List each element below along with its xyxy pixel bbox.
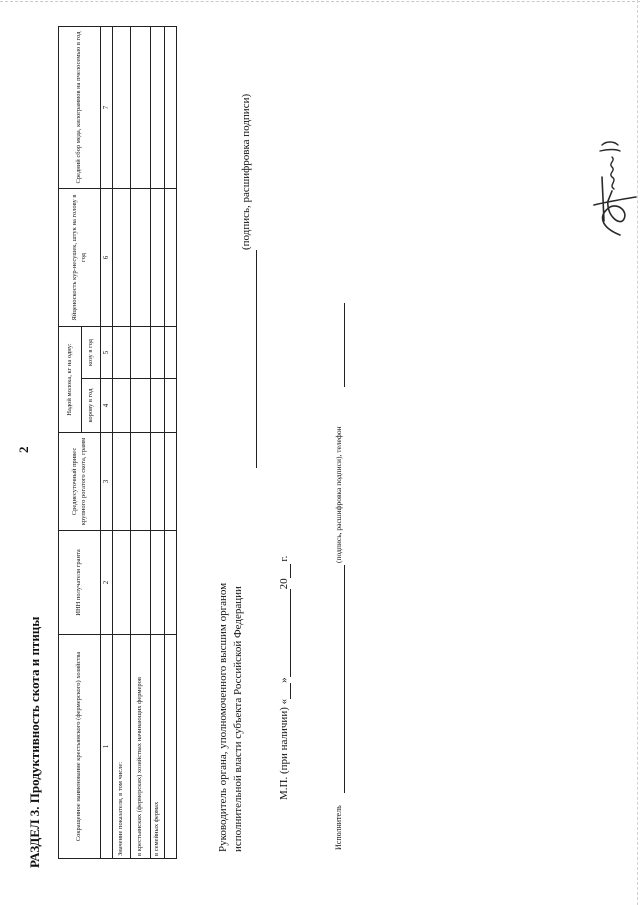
table-cell [113, 433, 131, 531]
header-egg-production: Яйценоскость кур-несушек, штук на голову в год [59, 189, 101, 327]
table-cell [165, 531, 177, 635]
column-number: 1 [101, 635, 113, 859]
table-cell [113, 379, 131, 433]
stamp-prefix: М.П. (при наличии) « [278, 698, 290, 800]
column-number: 2 [101, 531, 113, 635]
header-honey: Средний сбор меда, килограммов на пчелосемью в год [59, 27, 101, 189]
column-number: 5 [101, 327, 113, 379]
executor-caption: (подпись, расшифровка подписи), телефон [334, 426, 343, 563]
head-signature-caption: (подпись, расшифровка подписи) [240, 93, 252, 250]
header-milk-cow: корову в год [82, 379, 101, 433]
table-cell [165, 189, 177, 327]
table-cell [131, 27, 151, 189]
table-cell [165, 379, 177, 433]
table-row [165, 27, 177, 859]
head-title-line-1: Руководитель органа, уполномоченного высшим органом [217, 582, 229, 852]
table-cell [151, 379, 165, 433]
column-number: 4 [101, 379, 113, 433]
header-milk-yield: Надой молока, кг на одну: [59, 327, 82, 433]
handwritten-signature-icon [580, 121, 640, 241]
table-cell [151, 27, 165, 189]
table-header-row [59, 27, 82, 859]
table-row [113, 27, 131, 859]
year-blank [278, 564, 291, 578]
executor-phone-line [344, 303, 345, 387]
table-cell [131, 433, 151, 531]
year-suffix: г. [278, 555, 290, 562]
column-number: 7 [101, 27, 113, 189]
table-cell [131, 379, 151, 433]
table-cell [165, 433, 177, 531]
header-milk-goat: козу в год [82, 327, 101, 379]
head-title-line-2: исполнительной власти субъекта Российской Федерации [232, 586, 244, 852]
table-cell [113, 189, 131, 327]
header-weight-gain: Среднесуточный привес крупного рогатого скота, грамм [59, 433, 101, 531]
table-cell [151, 327, 165, 379]
table-cell [165, 327, 177, 379]
day-blank [278, 683, 291, 699]
table-cell [151, 189, 165, 327]
section-title: РАЗДЕЛ 3. Продуктивность скота и птицы [27, 616, 42, 868]
header-name: Сокращенное наименование крестьянского (фермерского) хозяйства [59, 635, 101, 859]
table-cell [131, 189, 151, 327]
row-label: в крестьянских (фермерских) хозяйствах начинающих фермеров [131, 635, 151, 859]
table-cell [151, 531, 165, 635]
productivity-table [58, 26, 177, 859]
column-number: 3 [101, 433, 113, 531]
row-label [165, 635, 177, 859]
table-row [151, 27, 165, 859]
month-blank [278, 589, 291, 677]
table-cell [151, 433, 165, 531]
table-cell [131, 327, 151, 379]
table-cell [165, 27, 177, 189]
head-signature-line [256, 250, 257, 468]
table-cell [113, 531, 131, 635]
table-cell [113, 27, 131, 189]
page-number: 2 [16, 446, 31, 453]
executor-signature-line [344, 565, 345, 793]
stamp-close: » [278, 677, 290, 683]
year-prefix: 20 [278, 578, 290, 590]
stamp-date-line [278, 556, 291, 800]
header-inn: ИНН получателя гранта [59, 531, 101, 635]
table-row [131, 27, 151, 859]
executor-label: Исполнитель [334, 805, 343, 850]
table-cell [113, 327, 131, 379]
column-number: 6 [101, 189, 113, 327]
row-label: Значение показателя, в том числе: [113, 635, 131, 859]
column-numbers-row [101, 27, 113, 859]
row-label: в семейных фермах [151, 635, 165, 859]
table-cell [131, 531, 151, 635]
